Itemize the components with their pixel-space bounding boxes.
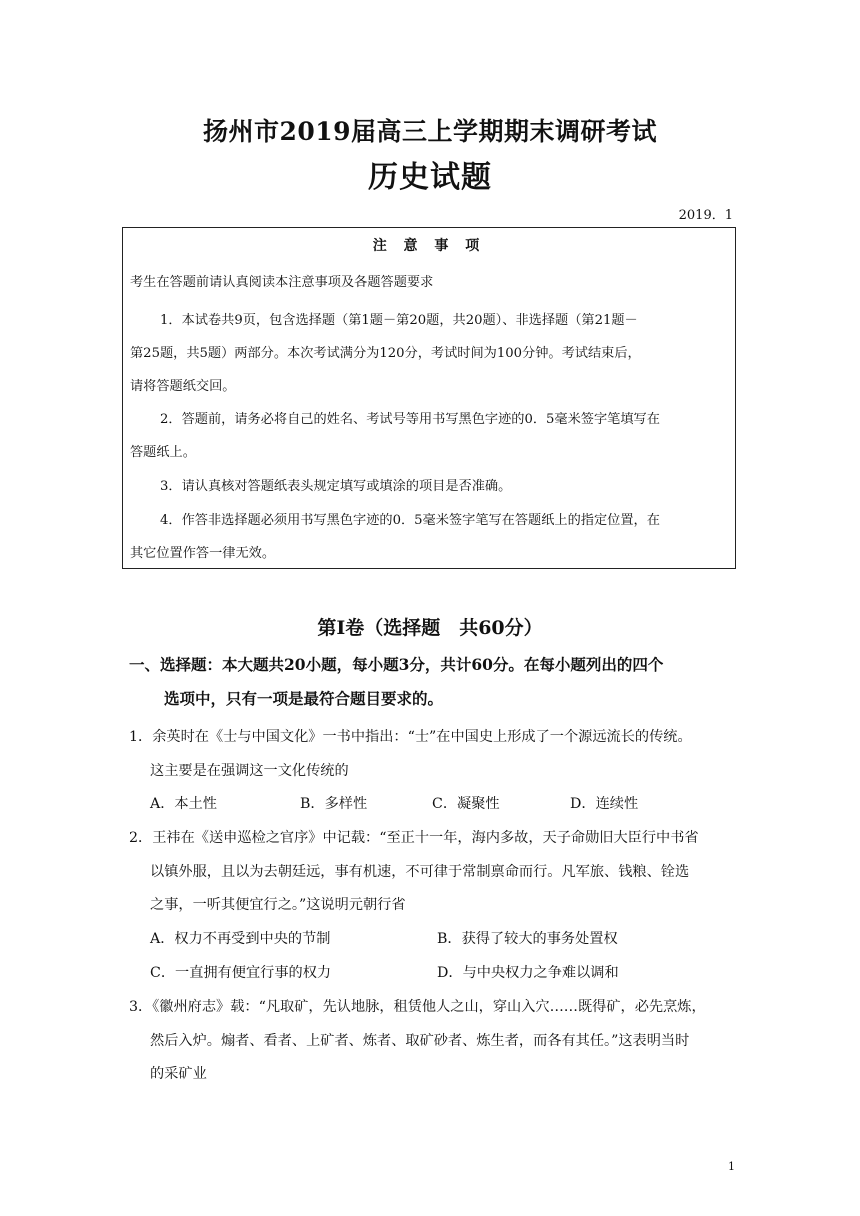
notice-line: 其它位置作答一律无效。 — [130, 546, 276, 561]
part-instruction: 选项中，只有一项是最符合题目要求的。 — [164, 689, 444, 708]
notice-box — [122, 227, 736, 569]
section-heading: 第Ⅰ卷（选择题 共60分） — [317, 617, 543, 639]
question-3-text: 的采矿业 — [150, 1066, 207, 1082]
question-1-option-c: C．凝聚性 — [432, 796, 500, 812]
part-instruction: 一、选择题：本大题共20小题，每小题3分，共计60分。在每小题列出的四个 — [129, 655, 664, 674]
notice-line: 2．答题前，请务必将自己的姓名、考试号等用书写黑色字迹的0．5毫米签字笔填写在 — [160, 412, 660, 427]
exam-subtitle: 历史试题 — [368, 160, 492, 195]
question-3-text: 3．《徽州府志》载：“凡取矿，先认地脉，租赁他人之山，穿山入穴……既得矿，必先烹炼， — [129, 999, 706, 1015]
question-2-option-b: B．获得了较大的事务处置权 — [437, 931, 618, 947]
question-2-text: 之事，一听其便宜行之。”这说明元朝行省 — [150, 897, 406, 913]
notice-heading: 注 意 事 项 — [372, 238, 486, 254]
exam-date: 2019．1 — [678, 208, 733, 223]
question-2-text: 2．王祎在《送申巡检之官序》中记载：“至正十一年，海内多故，天子命勋旧大臣行中书省 — [129, 830, 699, 846]
notice-line: 3．请认真核对答题纸表头规定填写或填涂的项目是否准确。 — [160, 479, 512, 494]
question-2-text: 以镇外服，且以为去朝廷远，事有机速，不可律于常制禀命而行。凡军旅、钱粮、铨选 — [150, 864, 690, 880]
notice-line: 考生在答题前请认真阅读本注意事项及各题答题要求 — [130, 275, 434, 290]
notice-line: 1．本试卷共9页，包含选择题（第1题－第20题，共20题）、非选择题（第21题－ — [160, 313, 638, 328]
question-1-option-d: D．连续性 — [570, 796, 639, 812]
exam-title: 扬州市2019届高三上学期期末调研考试 — [202, 117, 658, 146]
notice-line: 请将答题纸交回。 — [130, 379, 236, 394]
question-2-option-a: A．权力不再受到中央的节制 — [150, 931, 331, 947]
question-1-text: 1．余英时在《士与中国文化》一书中指出：“士”在中国史上形成了一个源远流长的传统。 — [129, 729, 692, 745]
notice-line: 答题纸上。 — [130, 445, 196, 460]
question-1-option-b: B．多样性 — [300, 796, 368, 812]
question-3-text: 然后入炉。煽者、看者、上矿者、炼者、取矿砂者、炼生者，而各有其任。”这表明当时 — [150, 1033, 690, 1049]
question-1-text: 这主要是在强调这一文化传统的 — [150, 763, 349, 779]
question-2-option-d: D．与中央权力之争难以调和 — [437, 965, 619, 981]
question-2-option-c: C．一直拥有便宜行事的权力 — [150, 965, 332, 981]
question-1-option-a: A．本土性 — [150, 796, 217, 812]
notice-line: 第25题，共5题）两部分。本次考试满分为120分，考试时间为100分钟。考试结束后， — [130, 346, 641, 361]
notice-line: 4．作答非选择题必须用书写黑色字迹的0．5毫米签字笔写在答题纸上的指定位置，在 — [160, 513, 660, 528]
page-number: 1 — [728, 1160, 735, 1173]
